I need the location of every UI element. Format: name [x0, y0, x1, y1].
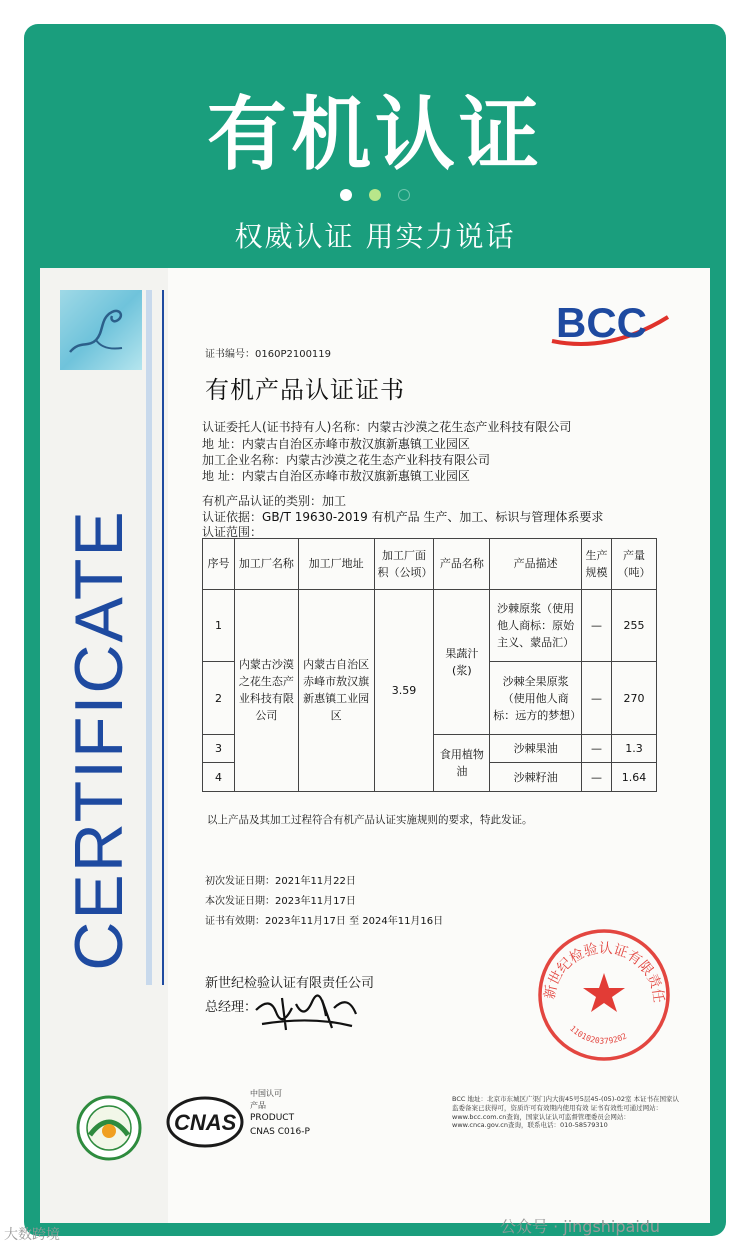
signature-icon — [252, 990, 362, 1035]
table-cell: 沙棘果油 — [490, 734, 582, 763]
table-cell: 2 — [203, 662, 235, 735]
table-header: 产品名称 — [434, 539, 490, 590]
product-name-cell: 食用植物油 — [434, 734, 490, 791]
factory-area-cell: 3.59 — [374, 589, 434, 791]
decor-line — [146, 290, 152, 985]
category-line: 有机产品认证的类别：加工 — [202, 494, 347, 508]
watermark-right: 公众号 · jingshipaidu — [500, 1217, 661, 1236]
table-cell: 1.3 — [611, 734, 656, 763]
table-cell: 4 — [203, 763, 235, 792]
table-cell: — — [582, 662, 612, 735]
table-cell: — — [582, 589, 612, 662]
table-cell: — — [582, 763, 612, 792]
first-issue-date: 初次发证日期：2021年11月22日 — [205, 876, 356, 887]
hologram-seal-icon — [60, 290, 142, 370]
cnas-accreditation-text: 中国认可 产品 PRODUCT CNAS C016-P — [250, 1089, 310, 1137]
processor-address-line: 地 址：内蒙古自治区赤峰市敖汉旗新惠镇工业园区 — [202, 469, 470, 483]
organic-product-logo-icon — [76, 1095, 142, 1161]
processor-line: 加工企业名称：内蒙古沙漠之花生态产业科技有限公司 — [202, 453, 491, 467]
carousel-dots — [0, 186, 750, 205]
table-cell: 3 — [203, 734, 235, 763]
carousel-dot-1[interactable] — [340, 189, 352, 201]
company-seal-icon — [534, 925, 674, 1065]
factory-address-cell: 内蒙古自治区赤峰市敖汉旗新惠镇工业园区 — [298, 589, 374, 791]
conformity-statement: 以上产品及其加工过程符合有机产品认证实施规则的要求，特此发证。 — [207, 814, 533, 826]
table-cell: 沙棘全果原浆（使用他人商标：远方的梦想） — [490, 662, 582, 735]
carousel-dot-3[interactable] — [398, 189, 410, 201]
table-cell: 沙棘原浆（使用他人商标：原始主义、蒙品汇） — [490, 589, 582, 662]
bcc-logo-icon — [550, 295, 670, 350]
client-line: 认证委托人(证书持有人)名称：内蒙古沙漠之花生态产业科技有限公司 — [202, 420, 572, 434]
table-cell: 255 — [611, 589, 656, 662]
this-issue-date: 本次发证日期：2023年11月17日 — [205, 896, 356, 907]
svg-text:1101020379202: 1101020379202 — [567, 1023, 629, 1046]
svg-text:CNAS: CNAS — [174, 1110, 237, 1135]
table-cell: 沙棘籽油 — [490, 763, 582, 792]
table-header: 生产规模 — [582, 539, 612, 590]
carousel-dot-2[interactable] — [369, 189, 381, 201]
watermark-left: 大数跨境 — [4, 1227, 60, 1243]
certificate-number: 证书编号：0160P2100119 — [205, 349, 332, 360]
table-cell: 270 — [611, 662, 656, 735]
svg-text:BCC: BCC — [556, 299, 647, 346]
table-header: 序号 — [203, 539, 235, 590]
certificate-title: 有机产品认证证书 — [205, 376, 405, 404]
page-title: 有机认证 — [207, 87, 543, 181]
table-header: 产量（吨） — [611, 539, 656, 590]
table-header: 加工厂名称 — [234, 539, 298, 590]
general-manager-line: 总经理： — [205, 1000, 258, 1015]
table-cell: 1.64 — [611, 763, 656, 792]
cnas-logo-icon — [166, 1095, 244, 1149]
scope-line: 认证范围： — [202, 525, 263, 539]
basis-line: 认证依据：GB/T 19630-2019 有机产品 生产、加工、标识与管理体系要求 — [202, 510, 604, 524]
table-row — [203, 589, 657, 662]
table-header: 产品描述 — [490, 539, 582, 590]
product-name-cell: 果蔬汁(浆) — [434, 589, 490, 734]
table-header: 加工厂面积（公顷） — [374, 539, 434, 590]
certificate-footnote: BCC 地址：北京市东城区广渠门内大街45号5层45-(05)-02室 本证书在国家认监委备案已获得可，资质许可有效期内使用有效 证书有效性可通过网站：www.bcc.com.cn查询，国家认证认可监督管理委员会网站：www.cnca.gov.cn查询，联系电话：010-58579310 — [452, 1095, 680, 1130]
validity-period: 证书有效期：2023年11月17日 至 2024年11月16日 — [205, 916, 444, 927]
decor-line — [162, 290, 164, 985]
table-cell: — — [582, 734, 612, 763]
table-header-row — [203, 539, 657, 590]
client-address-line: 地 址：内蒙古自治区赤峰市敖汉旗新惠镇工业园区 — [202, 437, 470, 451]
table-header: 加工厂地址 — [298, 539, 374, 590]
issuer-name: 新世纪检验认证有限责任公司 — [205, 976, 375, 991]
svg-text:新世纪检验认证有限责任公司: 新世纪检验认证有限责任 — [541, 940, 667, 1004]
table-cell: 1 — [203, 589, 235, 662]
factory-name-cell: 内蒙古沙漠之花生态产业科技有限公司 — [234, 589, 298, 791]
scope-table — [202, 538, 657, 792]
page-subtitle: 权威认证 用实力说话 — [234, 220, 516, 253]
